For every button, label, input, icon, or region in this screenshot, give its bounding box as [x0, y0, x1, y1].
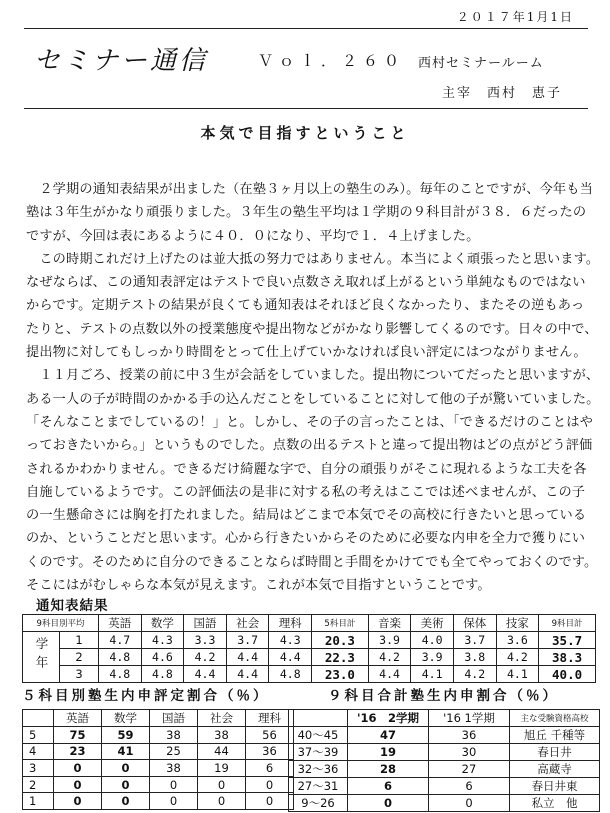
table-cell: 20.3 — [312, 632, 369, 649]
table-cell: 6 — [348, 778, 429, 795]
five-subject-table-title: ５科目別塾生内申評定割合（％） — [22, 688, 270, 704]
table-cell: 4.8 — [141, 666, 184, 683]
table-row — [289, 778, 600, 795]
column-header: 音楽 — [368, 615, 411, 632]
issue-date: ２０１７年1月1日 — [456, 10, 574, 24]
table-cell: 0 — [102, 760, 150, 777]
table-row — [23, 743, 294, 760]
column-header — [23, 710, 54, 727]
table-cell: 2 — [60, 649, 99, 666]
table-cell: 0 — [246, 776, 294, 793]
table-row — [289, 727, 600, 744]
article-line: のか、ということだと思います。心から行きたいからそのために必要な内申を全力で獲りにい — [26, 531, 586, 547]
table-cell: 3.9 — [411, 649, 454, 666]
table-cell: 高蔵寺 — [510, 761, 600, 778]
article-line: たりと、テストの点数以外の授業態度や提出物などがかなり影響してくるのです。日々の中で、 — [26, 321, 598, 337]
column-header: 技家 — [496, 615, 539, 632]
column-header: 5科目計 — [312, 615, 369, 632]
table-cell: 0 — [102, 793, 150, 810]
table-cell: 40.0 — [539, 666, 596, 683]
article-line: ２学期の通知表結果が出ました（在塾３ヶ月以上の塾生のみ）。毎年のことですが、今年も当 — [26, 182, 593, 197]
table-cell: 4.8 — [99, 649, 142, 666]
nine-subject-table-title: ９科目合計塾生内申割合（％） — [328, 688, 559, 704]
table-cell: 4.8 — [99, 666, 142, 683]
table-cell: 4.7 — [99, 632, 142, 649]
table-cell: 0 — [150, 793, 198, 810]
article-line: 自施しているようです。この評価法の是非に対する私の考えはここでは述べませんが、この子 — [26, 484, 586, 500]
table-cell: 4.3 — [141, 632, 184, 649]
table-cell: 4.3 — [269, 632, 312, 649]
table-cell: 4.2 — [453, 666, 496, 683]
row-group-label — [23, 632, 60, 683]
article-line: くのです。そのために自分のできることならば時間と手間をかけてでも全てやっておくのです。 — [26, 554, 598, 570]
table-cell: 0 — [348, 795, 429, 812]
article-line: 「そんなことまでしているの！」と。しかし、その子の言ったことは、「できるだけのことはや — [26, 414, 593, 430]
table-cell: 3.7 — [226, 632, 269, 649]
table-cell: 28 — [348, 761, 429, 778]
table-cell: 27～31 — [289, 778, 348, 795]
article-line: 提出物に対してもしっかり時間をとって仕上げていかなければ良い評定にはつながりません。 — [26, 345, 587, 361]
table-header-row — [23, 615, 596, 632]
article-line: ある一人の子が時間のかかる手の込んだことをしていることに対して他の子が驚いていました。 — [26, 391, 600, 407]
column-header — [289, 710, 348, 727]
column-header: 主な受験資格高校 — [510, 710, 600, 727]
table-cell: 3.3 — [184, 632, 227, 649]
table-cell: 32～36 — [289, 761, 348, 778]
article-line: されるかわかりません。できるだけ綺麗な字で、自分の頑張りがそこに現れるような工夫を各 — [26, 461, 587, 477]
table-cell: 3.6 — [496, 632, 539, 649]
table-cell: 9～26 — [289, 795, 348, 812]
table-cell: 36 — [429, 727, 510, 744]
table-cell: 56 — [246, 727, 294, 744]
table-cell: 37～39 — [289, 744, 348, 761]
table-cell: 4.1 — [411, 666, 454, 683]
table-cell: 0 — [198, 776, 246, 793]
table-row — [289, 795, 600, 812]
article-line: この時期これだけ上げたのは並大抵の努力ではありません。本当によく頑張ったと思います。 — [26, 251, 600, 267]
report-results-table — [22, 614, 596, 683]
column-header: 数学 — [102, 710, 150, 727]
table-cell: 0 — [429, 795, 510, 812]
table-corner-label: 9科目別平均 — [23, 615, 99, 632]
column-header: 社会 — [226, 615, 269, 632]
column-header: '16 2学期 — [348, 710, 429, 727]
table-row — [23, 760, 294, 777]
table-cell: 3.7 — [453, 632, 496, 649]
table-cell: 27 — [429, 761, 510, 778]
table-cell: 4.4 — [269, 649, 312, 666]
table-cell: 5 — [23, 727, 54, 744]
column-header: 国語 — [150, 710, 198, 727]
column-header: 美術 — [411, 615, 454, 632]
grade-label: 学年 — [34, 637, 49, 674]
table-cell: 75 — [54, 727, 102, 744]
table-cell: 30 — [429, 744, 510, 761]
table-cell: 4.0 — [411, 632, 454, 649]
article-body — [26, 178, 600, 597]
table-cell: 4 — [23, 743, 54, 760]
article-line: 塾は３年生がかなり頑張りました。３年生の塾生平均は１学期の９科目計が３８．６だったの — [26, 205, 587, 221]
table-header-row — [289, 710, 600, 727]
table-cell: 6 — [246, 760, 294, 777]
table-cell: 3 — [23, 760, 54, 777]
table-cell: 0 — [54, 760, 102, 777]
table-cell: 25 — [150, 743, 198, 760]
table-cell: 1 — [23, 793, 54, 810]
table-cell: 0 — [102, 776, 150, 793]
table-cell: 22.3 — [312, 649, 369, 666]
table-cell: 4.4 — [368, 666, 411, 683]
table-cell: 47 — [348, 727, 429, 744]
table-cell: 2 — [23, 776, 54, 793]
table-row — [23, 727, 294, 744]
table-cell: 6 — [429, 778, 510, 795]
table-cell: 0 — [54, 776, 102, 793]
table-row — [23, 793, 294, 810]
newsletter-title: セミナー通信 — [34, 46, 209, 76]
table-cell: 40～45 — [289, 727, 348, 744]
table-cell: 私立 他 — [510, 795, 600, 812]
table-cell: 38.3 — [539, 649, 596, 666]
host-name: 主宰 西村 恵子 — [442, 86, 563, 101]
column-header: 保体 — [453, 615, 496, 632]
table-cell: 4.4 — [226, 649, 269, 666]
table-cell: 4.4 — [226, 666, 269, 683]
column-header: 英語 — [99, 615, 142, 632]
table-cell: 0 — [198, 793, 246, 810]
table-row — [23, 666, 596, 683]
table-cell: 44 — [198, 743, 246, 760]
table-cell: 1 — [60, 632, 99, 649]
table-row — [289, 744, 600, 761]
article-line: そこにはがむしゃらな本気が見えます。これが本気で目指すということです。 — [26, 578, 491, 594]
table-row — [23, 649, 596, 666]
article-line: っておきたいから。」というものでした。点数の出るテストと違って提出物はどの点がどう評価 — [26, 438, 593, 454]
column-header: 英語 — [54, 710, 102, 727]
table-cell: 0 — [54, 793, 102, 810]
table-cell: 4.2 — [184, 649, 227, 666]
table-cell: 41 — [102, 743, 150, 760]
table-cell: 19 — [348, 744, 429, 761]
table-cell: 春日井東 — [510, 778, 600, 795]
table-header-row — [23, 710, 294, 727]
column-header: 国語 — [184, 615, 227, 632]
organization-name: 西村セミナールーム — [418, 56, 544, 71]
table-cell: 4.4 — [184, 666, 227, 683]
column-header: 数学 — [141, 615, 184, 632]
report-table-title: 通知表結果 — [36, 598, 109, 614]
table-cell: 38 — [150, 760, 198, 777]
column-header: 理科 — [269, 615, 312, 632]
table-cell: 3 — [60, 666, 99, 683]
table-cell: 36 — [246, 743, 294, 760]
header-rule-top — [24, 28, 588, 29]
table-cell: 4.2 — [368, 649, 411, 666]
table-cell: 59 — [102, 727, 150, 744]
column-header: 理科 — [246, 710, 294, 727]
five-subject-ratio-table — [22, 709, 294, 810]
table-row — [23, 776, 294, 793]
table-row — [289, 761, 600, 778]
column-header: 社会 — [198, 710, 246, 727]
article-title: 本気で目指すということ — [200, 124, 410, 142]
table-cell: 4.2 — [496, 649, 539, 666]
article-line: １１月ごろ、授業の前に中３生が会話をしていました。提出物についてだったと思いますが、 — [26, 368, 600, 384]
nine-subject-ratio-table — [288, 709, 600, 812]
column-header: '16 1学期 — [429, 710, 510, 727]
table-cell: 38 — [198, 727, 246, 744]
header-rule-bottom — [24, 108, 588, 109]
table-cell: 4.6 — [141, 649, 184, 666]
column-header: 9科目計 — [539, 615, 596, 632]
table-cell: 23 — [54, 743, 102, 760]
table-cell: 4.8 — [269, 666, 312, 683]
table-cell: 0 — [246, 793, 294, 810]
article-line: なぜならば、この通知表評定はテストで良い点数さえ取れば上がるという単純なものではない — [26, 275, 586, 291]
table-row — [23, 632, 596, 649]
article-line: の一生懸命さには胸を打たれました。結局はどこまで本気でその高校に行きたいと思っている — [26, 508, 587, 524]
table-cell: 4.1 — [496, 666, 539, 683]
table-cell: 3.8 — [453, 649, 496, 666]
table-cell: 3.9 — [368, 632, 411, 649]
table-cell: 35.7 — [539, 632, 596, 649]
volume-number: Ｖｏｌ．２６０ — [258, 52, 406, 70]
article-line: からです。定期テストの結果が良くても通知表はそれほど良くなかったり、またその逆もあっ — [26, 298, 585, 314]
table-cell: 春日井 — [510, 744, 600, 761]
table-cell: 旭丘 千種等 — [510, 727, 600, 744]
article-line: ですが、今回は表にあるように４０．０になり、平均で１．４上げました。 — [26, 228, 480, 244]
table-cell: 38 — [150, 727, 198, 744]
table-cell: 19 — [198, 760, 246, 777]
table-cell: 0 — [150, 776, 198, 793]
table-cell: 23.0 — [312, 666, 369, 683]
